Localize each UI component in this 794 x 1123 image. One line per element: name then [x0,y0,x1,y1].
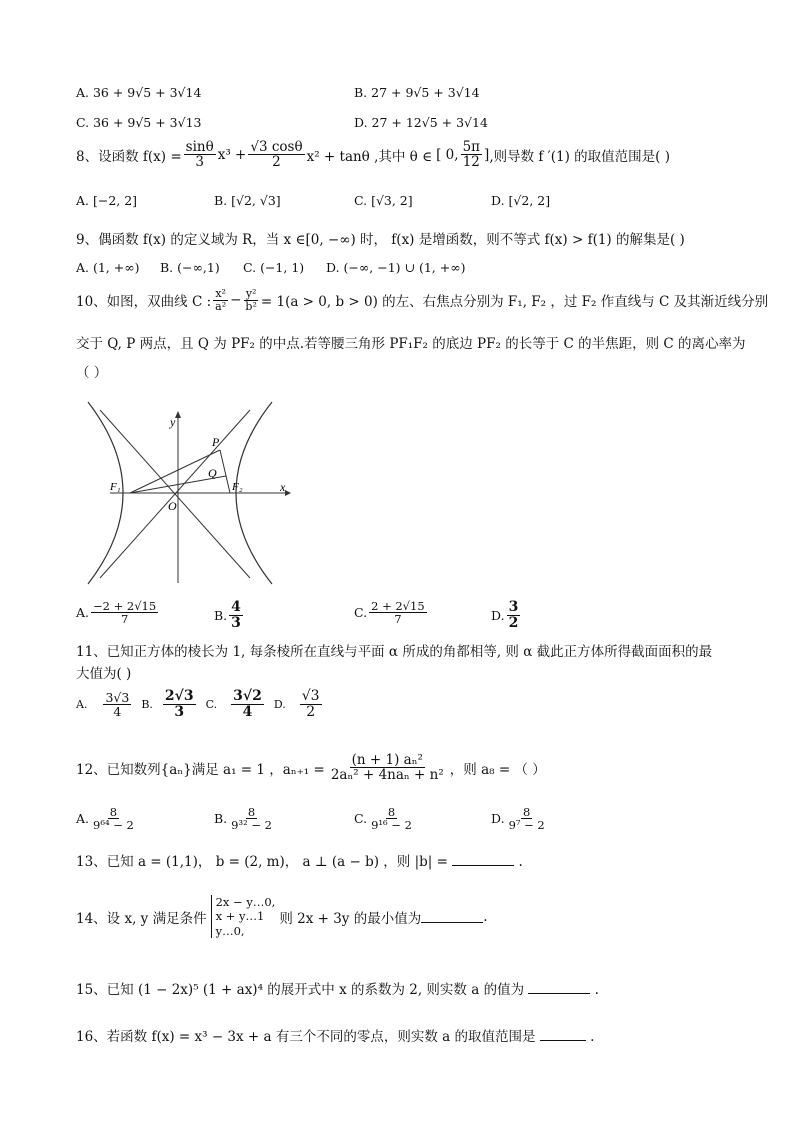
q15-stem [76,978,599,998]
q10-line1-suffix: = 1(a > 0, b > 0) 的左、右焦点分别为 F₁, F₂ ，过 F₂ 作直线与 C 及其渐近线分别 [260,294,769,311]
q8-option-c: C. [√3, 2] [354,193,413,208]
q16-end: . [590,1029,595,1045]
q9-option-b: B. (−∞,1) [160,260,220,275]
fig-label-y: y [170,415,176,429]
q10-option-a-num: −2 + 2√15 [93,599,157,613]
q11-stem-line1: 11、已知正方体的棱长为 1, 每条棱所在直线与平面 α 所成的角都相等, 则 α 截此正方体所得截面面积的最 [76,644,713,660]
q9-stem: 9、偶函数 f(x) 的定义域为 R，当 x ∈[0, −∞) 时， f(x) 是增函数，则不等式 f(x) > f(1) 的解集是( ) [76,232,685,248]
q11-option-b-label: B. [141,697,153,711]
q12-option-a-label: A. [76,811,90,827]
q9-option-d: D. (−∞, −1) ∪ (1, +∞) [326,260,466,275]
q15-text: 15、已知 (1 − 2x)⁵ (1 + ax)⁴ 的展开式中 x 的系数为 2, 则实数 a 的值为 [76,982,525,998]
q10-option-a-den: 7 [120,612,129,627]
q11-option-a-den: 4 [113,703,122,719]
q8-frac-sin-den: 3 [195,154,204,171]
q12-option-c-num: 8 [387,805,396,819]
q10-frac-y [243,288,258,312]
q8-term3: x² + tanθ ,其中 θ ∈ [306,148,433,165]
q10-option-b-label: B. [214,607,228,623]
q10-option-d-label: D. [491,607,505,623]
q11-option-c-num: 3√2 [233,688,262,704]
q10-frac-x-den: a² [215,299,227,313]
q12-recursion-den: 2aₙ² + 4naₙ + n² [330,767,444,784]
q12-option-a-num: 8 [109,805,118,819]
q14-end: . [483,908,488,925]
q10-option-b-num: 4 [231,599,241,615]
fig-label-q: Q [208,466,217,480]
q8-option-a: A. [−2, 2] [76,193,138,208]
q12-option-b-num: 8 [247,805,256,819]
q12-option-a [76,806,138,831]
q8-interval-right: ] [484,146,490,163]
q10-option-d-frac [507,600,521,630]
q8-option-b: B. [√2, √3] [214,193,281,208]
q8-frac-cos-num: √3 cosθ [250,139,303,155]
q15-answer-blank[interactable] [528,981,590,994]
q11-option-c-label: C. [205,697,218,711]
x-axis-arrow [285,490,291,496]
q12-option-c-label: C. [354,811,368,827]
q12-prefix: 12、已知数列{aₙ}满足 a₁ = 1 ，aₙ₊₁ = [76,761,325,778]
q13-stem [76,850,523,870]
q10-frac-x [213,288,228,312]
q14-prefix: 14、设 x, y 满足条件 [76,910,207,927]
q12-option-c-den: 9¹⁶ − 2 [371,818,412,833]
q16-stem [76,1025,594,1045]
q12-option-a-frac [91,806,136,831]
q10-option-a [76,600,160,625]
q12-option-b [214,806,276,831]
q10-option-c-num: 2 + 2√15 [371,599,425,613]
q10-stem-line3: （ ） [76,365,108,381]
q11-option-b-den: 3 [174,703,185,720]
q11-option-c-frac [231,689,264,719]
segment-pf1 [130,450,220,493]
q12-option-b-label: B. [214,811,228,827]
q11-option-b-num: 2√3 [164,688,194,704]
q8-frac-interval [461,140,482,169]
q11-stem-line2: 大值为( ) [76,666,132,682]
q9-option-c: C. (−1, 1) [243,260,305,275]
q8-stem [76,140,670,169]
q8-frac-interval-num: 5π [462,139,481,155]
q8-prefix: 8、设函数 f(x) = [76,148,182,165]
q11-option-d-den: 2 [306,703,316,720]
q12-option-d-den: 9⁷ − 2 [508,818,545,833]
q12-recursion-num: (n + 1) aₙ² [351,752,423,768]
q7-option-a: A. 36 + 9√5 + 3√14 [76,85,202,100]
q14-answer-blank[interactable] [421,910,483,923]
q8-frac-cos [248,140,304,169]
q10-line1-prefix: 10、如图，双曲线 C : [76,294,212,311]
q7-option-c: C. 36 + 9√5 + 3√13 [76,115,202,130]
q10-option-b [214,600,245,630]
q11-option-b-frac [163,689,196,719]
q10-option-b-frac [229,600,243,630]
q12-option-d-num: 8 [523,805,531,819]
fig-label-f2: F₂ [232,481,243,493]
q10-minus: − [230,292,242,309]
q7-option-b: B. 27 + 9√5 + 3√14 [354,85,480,100]
q14-suffix: 则 2x + 3y 的最小值为 [279,910,422,927]
q16-answer-blank[interactable] [540,1028,586,1041]
q9-option-a: A. (1, +∞) [76,260,140,275]
q12-option-c [354,806,416,831]
q10-hyperbola-figure [80,398,300,588]
q8-interval-left: [ 0, [436,146,459,163]
q10-option-d-num: 3 [508,599,519,615]
q12-option-c-frac [369,806,414,831]
y-axis-arrow [175,411,181,418]
q11-option-d-frac [300,689,322,719]
fig-label-f1: F₁ [110,481,121,493]
q10-option-c-frac [369,600,427,625]
q13-answer-blank[interactable] [452,853,514,866]
q10-option-d-den: 2 [508,614,519,631]
q14-constraint-3: y…0, [215,923,245,938]
q10-frac-x-num: x² [215,287,226,300]
q8-frac-interval-den: 12 [462,154,480,171]
q10-stem-line1 [76,288,768,312]
q11-option-a-num: 3√3 [105,689,130,705]
q8-term2: x³ + [217,146,247,163]
q12-option-d [491,806,549,831]
q8-frac-sin-num: sinθ [185,139,214,155]
q13-text: 13、已知 a = (1,1)， b = (2, m)， a ⊥ (a − b) ，则 |b| = [76,854,448,870]
q12-stem [76,753,546,782]
q12-option-b-frac [229,806,274,831]
fig-label-o: O [168,499,177,513]
q10-stem-line2: 交于 Q, P 两点，且 Q 为 PF₂ 的中点.若等腰三角形 PF₁F₂ 的底边 PF₂ 的长等于 C 的半焦距，则 C 的离心率为 [76,336,746,352]
q10-option-c-den: 7 [394,612,402,627]
q14-constraint-2: x + y…1 [215,909,265,924]
q11-option-d-num: √3 [301,688,320,704]
q11-options [76,689,332,719]
q7-option-d: D. 27 + 12√5 + 3√14 [354,115,488,130]
q11-option-d-label: D. [273,697,286,711]
q11-option-c-den: 4 [242,703,253,720]
q10-option-c [354,600,429,625]
q14-constraint-1: 2x − y…0, [215,895,276,909]
q10-frac-y-num: y² [245,287,257,300]
q11-option-a-frac [103,691,131,718]
q12-option-d-label: D. [491,811,505,827]
q16-text: 16、若函数 f(x) = x³ − 3x + a 有三个不同的零点，则实数 a 的取值范围是 [76,1029,536,1045]
q10-option-c-label: C. [354,605,368,621]
q10-option-b-den: 3 [231,614,241,631]
q10-frac-y-den: b² [245,299,257,313]
q14-constraint-system [211,895,276,938]
q8-suffix: ,则导数 f ′(1) 的取值范围是( ) [489,148,670,165]
q10-option-a-label: A. [76,605,90,621]
q8-frac-cos-den: 2 [272,154,281,171]
fig-label-x: x [280,480,286,494]
q12-suffix: ，则 a₈ = （ ） [449,761,546,778]
segment-pf2 [220,450,230,493]
q8-option-d: D. [√2, 2] [491,193,551,208]
q14-stem [76,895,488,938]
q13-end: . [518,854,523,870]
q11-option-a-label: A. [76,697,88,711]
q12-recursion-frac [329,753,446,782]
q12-option-a-den: 9⁶⁴ − 2 [93,818,134,833]
q8-frac-sin [184,140,216,169]
q12-option-b-den: 9³² − 2 [231,818,272,833]
q12-option-d-frac [507,806,547,831]
q10-option-a-frac [91,600,158,625]
q10-option-d [491,600,522,630]
q15-end: . [594,982,599,998]
fig-label-p: P [212,435,220,449]
